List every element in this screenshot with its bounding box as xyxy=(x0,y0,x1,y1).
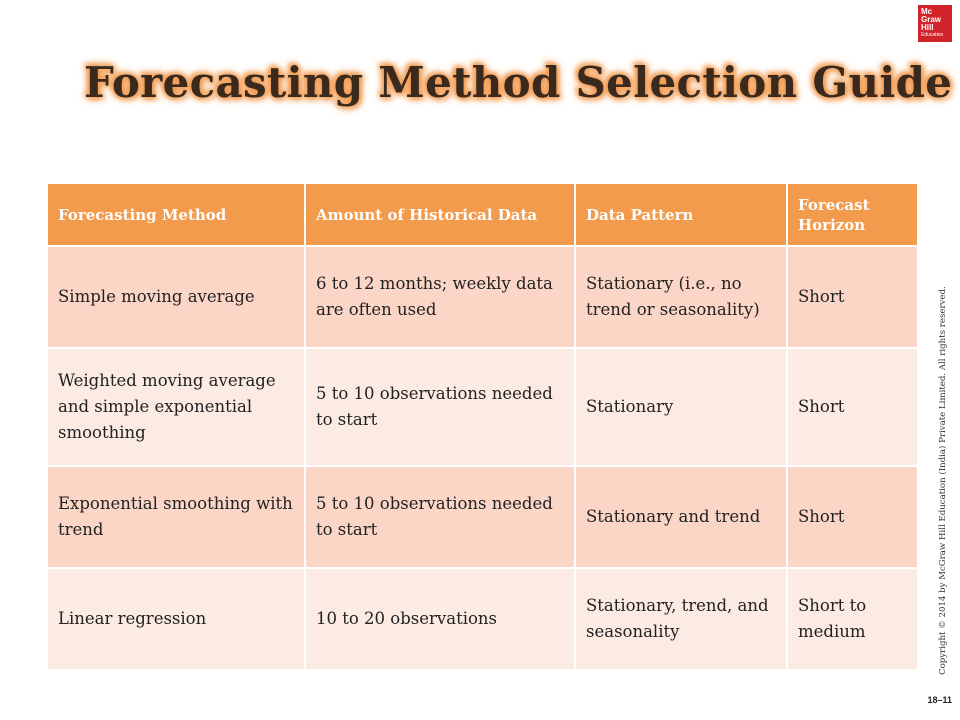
page-number: 18–11 xyxy=(927,695,952,705)
table-row xyxy=(48,568,918,669)
header-forecasting-method: Forecasting Method xyxy=(48,184,305,246)
cell-method: Simple moving average xyxy=(48,246,305,348)
selection-guide-table xyxy=(48,184,919,669)
cell-method: Weighted moving average and simple exponential smoothing xyxy=(48,348,305,466)
cell-historical-data: 6 to 12 months; weekly data are often used xyxy=(305,246,575,348)
cell-historical-data: 5 to 10 observations needed to start xyxy=(305,466,575,568)
cell-data-pattern: Stationary xyxy=(575,348,787,466)
table-row xyxy=(48,466,918,568)
cell-horizon: Short to medium xyxy=(787,568,918,669)
table-row xyxy=(48,246,918,348)
cell-historical-data: 5 to 10 observations needed to start xyxy=(305,348,575,466)
logo-line-1: Mc xyxy=(921,7,933,16)
cell-data-pattern: Stationary, trend, and seasonality xyxy=(575,568,787,669)
cell-method: Linear regression xyxy=(48,568,305,669)
cell-horizon: Short xyxy=(787,348,918,466)
cell-historical-data: 10 to 20 observations xyxy=(305,568,575,669)
cell-horizon: Short xyxy=(787,466,918,568)
cell-method: Exponential smoothing with trend xyxy=(48,466,305,568)
cell-horizon: Short xyxy=(787,246,918,348)
mcgraw-hill-logo xyxy=(918,5,952,42)
logo-line-3: Hill xyxy=(921,23,934,32)
header-forecast-horizon: Forecast Horizon xyxy=(787,184,918,246)
logo-line-4: Education xyxy=(921,32,944,38)
cell-data-pattern: Stationary (i.e., no trend or seasonality) xyxy=(575,246,787,348)
header-data-pattern: Data Pattern xyxy=(575,184,787,246)
slide-title: Forecasting Method Selection Guide xyxy=(84,58,953,107)
table-row xyxy=(48,348,918,466)
copyright-notice: Copyright © 2014 by McGraw Hill Education (India) Private Limited. All rights reserved. xyxy=(938,286,948,675)
header-historical-data: Amount of Historical Data xyxy=(305,184,575,246)
logo-line-2: Graw xyxy=(921,15,942,24)
cell-data-pattern: Stationary and trend xyxy=(575,466,787,568)
table-header-row xyxy=(48,184,918,246)
